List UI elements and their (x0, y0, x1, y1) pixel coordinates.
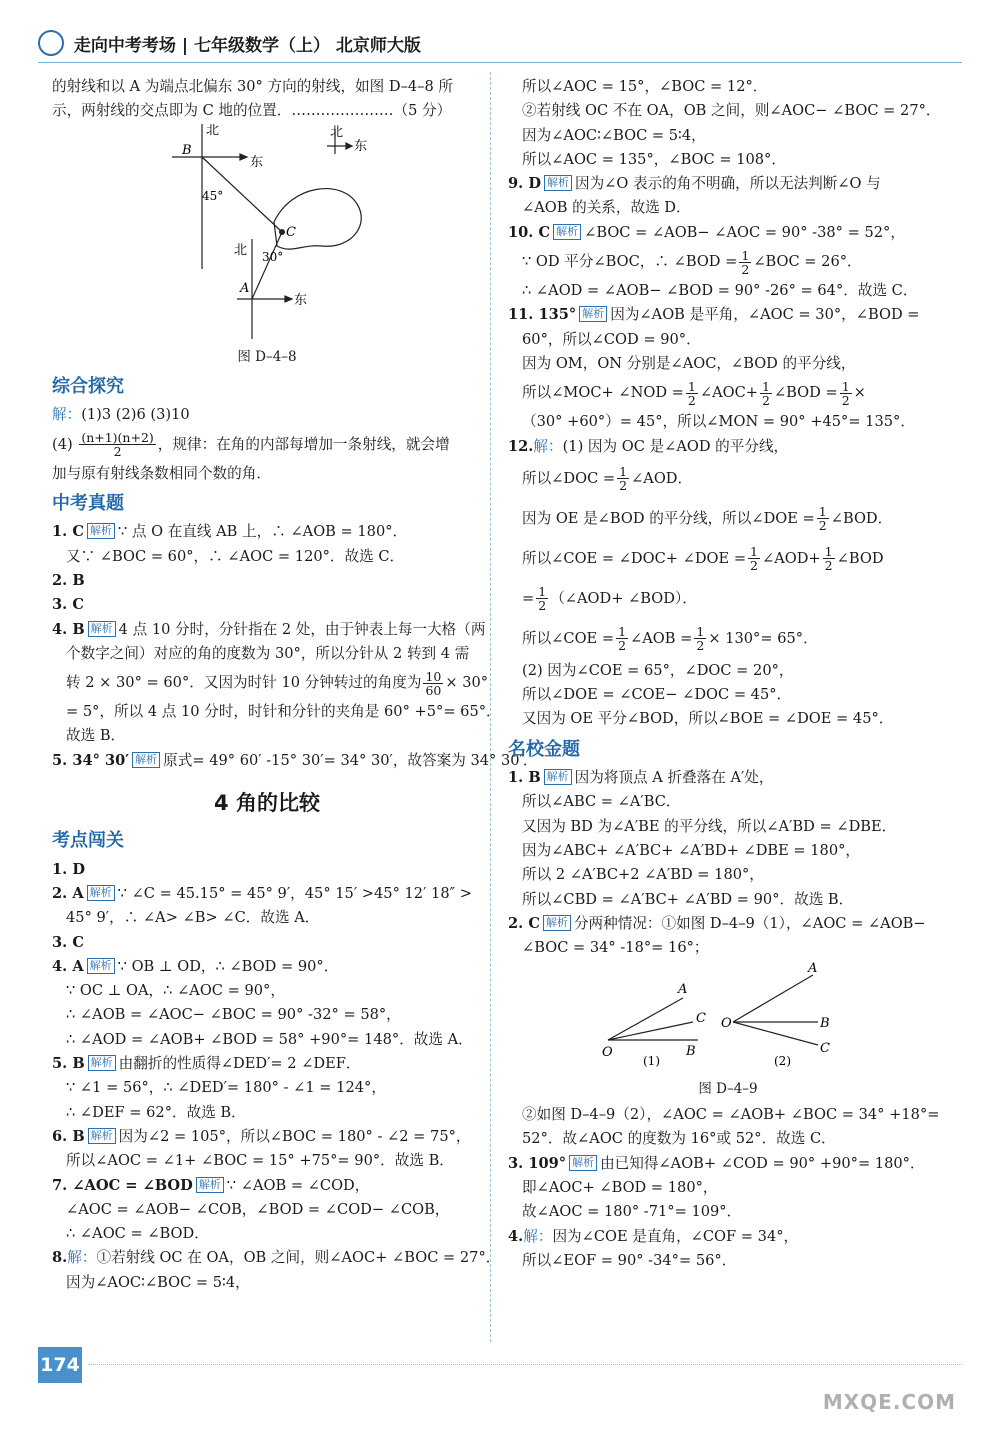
answer-line: 6. B 解析 因为∠2 = 105°，所以∠BOC = 180° - ∠2 = 75°， (52, 1127, 471, 1145)
answer-line: 2. B (52, 571, 85, 589)
answer-line: 1. C 解析 ∵ 点 O 在直线 AB 上，∴ ∠AOB = 180°． (52, 523, 408, 541)
answer-line: 7. ∠AOC = ∠BOD 解析 ∵ ∠AOB = ∠COD， (52, 1176, 370, 1194)
fig2a-point-b: B (686, 1044, 696, 1060)
answer-line: 11. 135° 解析 因为∠AOB 是平角，∠AOC = 30°，∠BOD = (508, 306, 920, 324)
text-line: 的射线和以 A 为端点北偏东 30° 方向的射线，如图 D–4–8 所 (52, 78, 453, 95)
answer-line: 所以∠AOC = 15°，∠BOC = 12°． (522, 78, 768, 95)
fig2a-point-a: A (678, 982, 688, 998)
answer-line: 12.解：(1) 因为 OC 是∠AOD 的平分线， (508, 437, 789, 455)
answer-line: 1. D (52, 860, 85, 878)
section-title: 考点闯关 (52, 830, 124, 852)
fraction: $\frac{1}{2}$ (761, 378, 770, 408)
text-line: (4) $\frac{(n+1)(n+2)}{2}$ ，规律：在角的内部每增加一条射线，就会增 (52, 430, 450, 460)
answer-line: ∵ OD 平分∠BOC，∴ ∠BOD = $\frac{1}{2}$ ∠BOC = 26°． (522, 247, 862, 277)
answer-line: ②若射线 OC 不在 OA，OB 之间，则∠AOC− ∠BOC = 27°． (522, 102, 941, 120)
answer-line: ②如图 D–4–9（2），∠AOC = ∠AOB+ ∠BOC = 34° +18°= (522, 1106, 940, 1124)
fig1-point-c: C (286, 224, 296, 240)
fraction: $\frac{1}{2}$ (750, 544, 758, 574)
answer-line: 因为∠ABC+ ∠A′BC+ ∠A′BD+ ∠DBE = 180°， (522, 841, 861, 859)
answer-line: 9. D 解析 因为∠O 表示的角不明确，所以无法判断∠O 与 (508, 175, 881, 193)
answer-line: （30° +60°）= 45°，所以∠MON = 90° +45°= 135°． (522, 413, 915, 431)
answer-line: 45° 9′，∴ ∠A> ∠B> ∠C．故选 A． (66, 909, 320, 927)
answer-line: 2. A 解析 ∵ ∠C = 45.15° = 45° 9′，45° 15′ >45° 12′ 18″ > (52, 884, 472, 902)
answer-line: 所以∠COE = $\frac{1}{2}$ ∠AOB = $\frac{1}{2}$ × 130°= 65°． (522, 624, 818, 654)
answer-line: 8.解：①若射线 OC 在 OA，OB 之间，则∠AOC+ ∠BOC = 27°． (52, 1249, 501, 1267)
answer-line: 因为∠AOC∶∠BOC = 5∶4， (66, 1273, 250, 1291)
fig2a-point-o: O (602, 1045, 613, 1061)
answer-line: 所以∠ABC = ∠A′BC． (522, 793, 681, 811)
fig2b-point-o: O (721, 1016, 732, 1032)
answer-line: 2. C 解析 分两种情况：①如图 D–4–9（1），∠AOC = ∠AOB− (508, 914, 926, 932)
fig1-north-label-2: 北 (234, 242, 248, 258)
answer-line: (2) 因为∠COE = 65°，∠DOC = 20°， (522, 661, 794, 679)
header-logo-icon (38, 30, 64, 56)
answer-line: 所以 2 ∠A′BC+2 ∠A′BD = 180°， (522, 866, 764, 884)
footer-rule (88, 1364, 962, 1365)
section-title: 名校金题 (508, 738, 580, 760)
right-column (508, 75, 948, 1273)
fraction: $\frac{1}{2}$ (824, 544, 833, 574)
watermark: MXQE.COM (822, 1390, 956, 1414)
fig1-compass-east: 东 (354, 138, 368, 154)
header-text: 走向中考考场 | 七年级数学（上） 北京师大版 (73, 36, 421, 56)
left-column (52, 75, 538, 1295)
text-line: 示，两射线的交点即为 C 地的位置．…………………（5 分） (52, 102, 452, 120)
answer-line: = 5°，所以 4 点 10 分时，时针和分针的夹角是 60° +5°= 65°． (66, 703, 501, 721)
answer-line: 又因为 OE 平分∠BOD，所以∠BOE = ∠DOE = 45°． (522, 710, 894, 728)
fig1-east-label-2: 东 (294, 292, 308, 308)
answer-line: 10. C 解析 ∠BOC = ∠AOB− ∠AOC = 90° -38° = 52°， (508, 223, 905, 241)
figure-d-4-9 (508, 960, 948, 1070)
section-title: 中考真题 (52, 493, 124, 515)
fraction: $\frac{1}{2}$ (619, 464, 628, 494)
answer-line: ∵ OC ⊥ OA，∴ ∠AOC = 90°， (66, 982, 285, 1000)
answer-line: 所以∠DOC = $\frac{1}{2}$ ∠AOD． (522, 464, 693, 494)
fraction: $\frac{1}{2}$ (696, 624, 705, 654)
chapter-title: 4 角的比较 (214, 791, 320, 816)
answer-line: 5. 34° 30′ 解析 原式= 49° 60′ -15° 30′= 34° 30′，故答案为 34° 30′． (52, 751, 538, 769)
fraction: $\frac{1}{2}$ (687, 378, 696, 408)
answer-line: 4. A 解析 ∵ OB ⊥ OD，∴ ∠BOD = 90°． (52, 957, 339, 975)
answer-line: 故选 B． (66, 727, 126, 745)
fig1-compass-north: 北 (330, 124, 344, 140)
answer-line: 60°，所以∠COD = 90°． (522, 330, 701, 348)
section-title: 综合探究 (52, 376, 124, 398)
answer-line: 因为∠AOC∶∠BOC = 5∶4， (522, 126, 706, 144)
fraction: $\frac{(n+1)(n+2)}{2}$ (81, 430, 154, 460)
answer-line: 52°．故∠AOC 的度数为 16°或 52°．故选 C． (522, 1130, 836, 1148)
answer-line: 4.解：因为∠COE 是直角，∠COF = 34°， (508, 1227, 799, 1245)
answer-line: 所以∠CBD = ∠A′BC+ ∠A′BD = 90°．故选 B． (522, 890, 854, 908)
text-line: 解：(1)3 (2)6 (3)10 (52, 406, 190, 424)
answer-line: 因为 OM，ON 分别是∠AOC，∠BOD 的平分线， (522, 354, 856, 372)
fig2b-point-b: B (820, 1016, 830, 1032)
answer-line: 又因为 BD 为∠A′BE 的平分线，所以∠A′BD = ∠DBE． (522, 817, 897, 835)
answer-line: 又∵ ∠BOC = 60°，∴ ∠AOC = 120°．故选 C． (66, 547, 405, 565)
fig2b-point-a: A (808, 961, 818, 977)
answer-line: ∴ ∠AOC = ∠BOD． (66, 1225, 209, 1243)
answer-line: 3. C (52, 596, 84, 614)
answer-line: ∴ ∠DEF = 62°．故选 B． (66, 1103, 246, 1121)
answer-line: 故∠AOC = 180° -71°= 109°． (522, 1203, 742, 1221)
answer-line: 1. B 解析 因为将顶点 A 折叠落在 A′处， (508, 769, 774, 787)
fraction: $\frac{1}{2}$ (618, 624, 627, 654)
answer-line: 即∠AOC+ ∠BOD = 180°， (522, 1178, 718, 1196)
text-line: 加与原有射线条数相同个数的角． (52, 464, 271, 482)
answer-line: ∴ ∠AOB = ∠AOC− ∠BOC = 90° -32° = 58°， (66, 1006, 401, 1024)
answer-line: ∴ ∠AOD = ∠AOB− ∠BOD = 90° -26° = 64°．故选 C． (522, 282, 918, 300)
header-rule (38, 62, 962, 63)
figure-d-4-8 (52, 124, 482, 339)
answer-line: ∠AOB 的关系，故选 D． (522, 199, 691, 217)
answer-line: ∴ ∠AOD = ∠AOB+ ∠BOD = 58° +90°= 148°．故选 A． (66, 1030, 473, 1048)
fig1-point-b: B (182, 142, 192, 158)
answer-line: 3. 109° 解析 由已知得∠AOB+ ∠COD = 90° +90°= 180°． (508, 1154, 925, 1172)
answer-line: 5. B 解析 由翻折的性质得∠DED′= 2 ∠DEF． (52, 1055, 361, 1073)
fraction: $\frac{1}{2}$ (841, 378, 850, 408)
fraction: $\frac{1}{2}$ (538, 584, 547, 614)
answer-line: ∠AOC = ∠AOB− ∠COB，∠BOD = ∠COD− ∠COB， (66, 1200, 450, 1218)
figure-caption: 图 D–4–8 (237, 348, 297, 365)
answer-line: 所以∠MOC+ ∠NOD = $\frac{1}{2}$ ∠AOC+ $\frac{1}{2}$ ∠BOD = $\frac{1}{2}$ × (522, 378, 866, 408)
answer-line: = $\frac{1}{2}$ （∠AOD+ ∠BOD）． (522, 584, 697, 614)
fig2a-label: (1) (643, 1054, 660, 1069)
answer-line: ∠BOC = 34° -18°= 16°； (522, 939, 709, 957)
fig1-angle-30: 30° (262, 249, 284, 264)
answer-line: 所以∠AOC = 135°，∠BOC = 108°． (522, 150, 786, 168)
page-number: 174 (38, 1347, 82, 1383)
figure-caption: 图 D–4–9 (698, 1080, 758, 1097)
fig2b-point-c: C (820, 1041, 830, 1057)
answer-line: 所以∠EOF = 90° -34°= 56°． (522, 1251, 737, 1269)
fig1-east-label: 东 (250, 154, 264, 170)
fig2a-point-c: C (696, 1011, 706, 1027)
answer-line: 4. B 解析 4 点 10 分时，分针指在 2 处，由于钟表上每一大格（两 (52, 620, 486, 638)
fraction: $\frac{1}{2}$ (741, 247, 750, 277)
answer-line: 所以∠AOC = ∠1+ ∠BOC = 15° +75°= 90°．故选 B． (66, 1152, 454, 1170)
fraction: $\frac{10}{60}$ (425, 668, 442, 698)
fig1-point-a: A (240, 280, 250, 296)
answer-line: 所以∠DOE = ∠COE− ∠DOC = 45°． (522, 686, 792, 704)
answer-line: 所以∠COE = ∠DOC+ ∠DOE = $\frac{1}{2}$ ∠AOD+ $\frac{1}{2}$ ∠BOD (522, 544, 884, 574)
answer-line: 个数字之间）对应的角的度数为 30°，所以分针从 2 转到 4 需 (66, 644, 470, 662)
answer-line: 转 2 × 30° = 60°．又因为时针 10 分钟转过的角度为 $\frac{10}{60}$ × 30° (66, 668, 489, 698)
fig1-angle-45: 45° (202, 188, 224, 203)
running-header (38, 30, 421, 56)
fig2b-label: (2) (774, 1054, 791, 1069)
answer-line: ∵ ∠1 = 56°，∴ ∠DED′= 180° - ∠1 = 124°， (66, 1079, 386, 1097)
fig1-north-label: 北 (206, 123, 220, 138)
answer-line: 3. C (52, 933, 84, 951)
answer-line: 因为 OE 是∠BOD 的平分线，所以∠DOE = $\frac{1}{2}$ ∠BOD． (522, 504, 893, 534)
fraction: $\frac{1}{2}$ (818, 504, 827, 534)
